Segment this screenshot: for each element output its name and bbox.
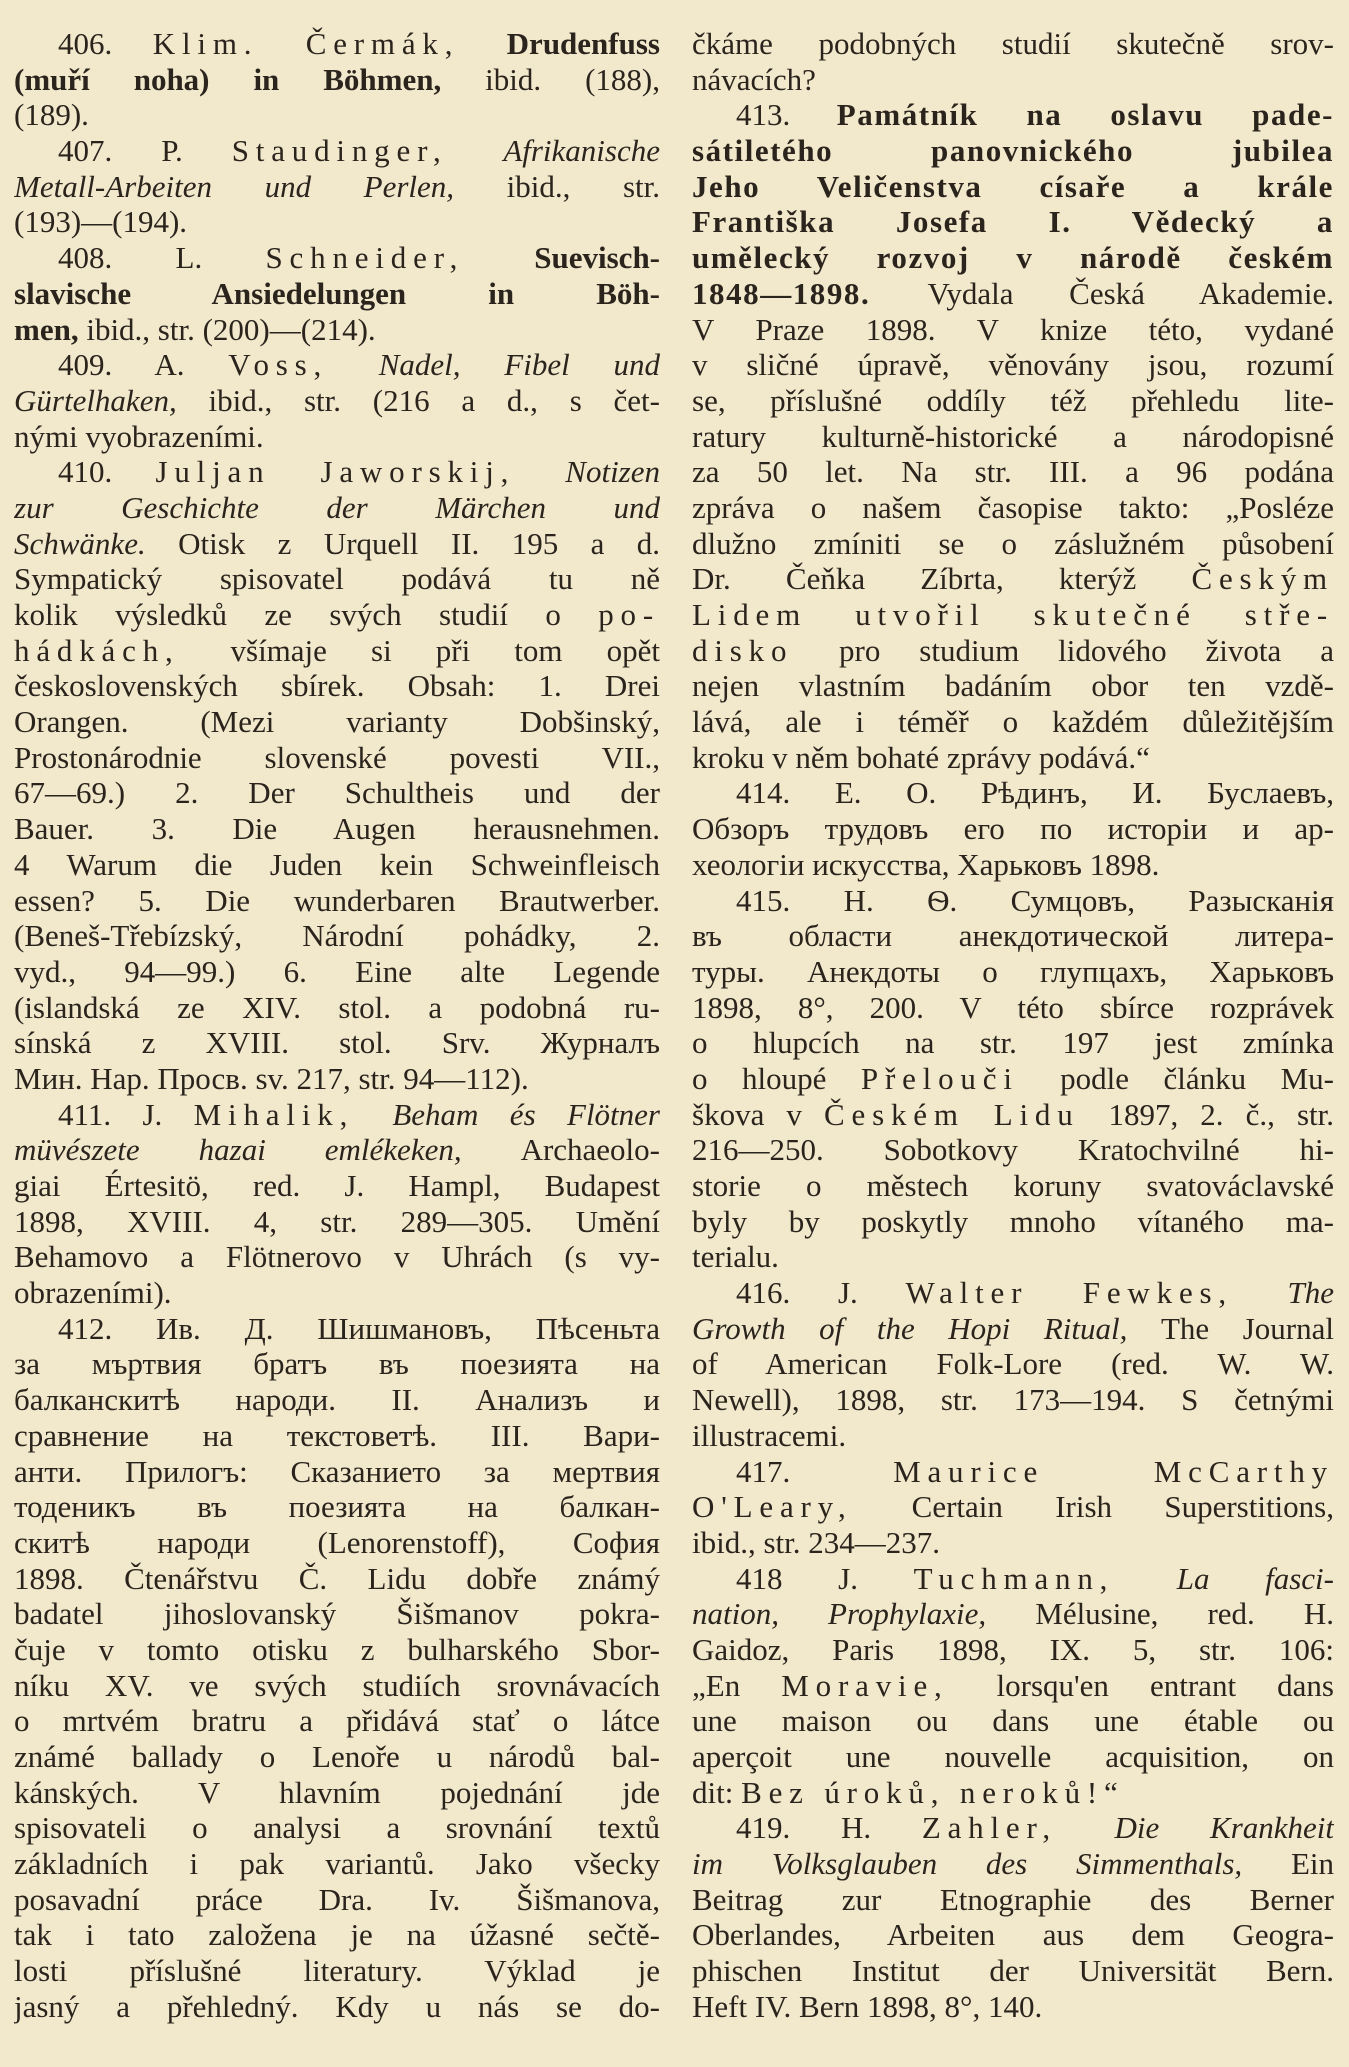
text-segment: Die Krankheit [1114,1810,1334,1846]
text-segment: (Beneš-Třebízský, Národní pohádky, 2. [14,918,660,954]
text-line [692,1668,1334,1704]
text-line [692,347,1334,383]
text-segment: kolik výsledků ze svých studií o [14,597,599,632]
text-line [692,1989,1334,2025]
text-segment: spisovateli o analysi a srovnání textů [14,1810,660,1846]
text-line [692,240,1334,276]
text-line [14,1025,660,1061]
text-line [692,169,1334,205]
text-segment: хеологiи искусства, Харьковъ 1898. [692,846,1160,882]
text-line [14,1810,660,1846]
text-line [692,1525,1334,1561]
text-line [692,1489,1334,1525]
text-segment: dit: [692,1774,742,1810]
text-line [692,1596,1334,1632]
text-segment: 419. H. [736,1810,922,1846]
text-segment: (islandská ze XIV. stol. a podobná ru- [14,989,660,1025]
text-line [692,1097,1334,1133]
text-segment: storie o městech koruny svatováclavské [692,1168,1334,1203]
text-segment: ibid., str. [506,168,660,204]
text-segment: Otisk z Urquell II. 195 a d. [178,525,660,561]
text-segment: v sličné úpravě, věnovány jsou, rozumí [692,347,1334,383]
text-segment: Zahler, [921,1810,1115,1846]
text-segment: kánských. V hlavním pojednání jde [14,1774,660,1810]
text-segment: ibid. (188), [485,61,660,97]
text-segment: Beitrag zur Etnographie des Berner [692,1881,1334,1917]
text-segment: Klim. Čermák, [152,26,507,61]
text-line [692,1275,1334,1311]
text-line [14,383,660,419]
text-segment: Metall-Arbeiten und Perlen, [14,168,507,204]
text-segment: Staudinger, [231,133,504,169]
text-segment: Notizen [565,454,660,490]
text-segment: 67—69.) 2. Der Schultheis und der [14,775,660,811]
text-line [692,990,1334,1026]
text-segment: Afrikanische [503,133,660,169]
text-segment: Přelouči [860,1060,1061,1096]
text-segment: туры. Анекдоты о глупцахъ, Харьковъ [692,953,1334,989]
text-line [14,633,660,669]
text-segment: 1897, 2. č., str. [1108,1096,1334,1132]
text-segment: dlužno zmíniti se o záslužném působení [692,525,1334,561]
text-segment: (193)—(194). [14,204,188,240]
text-segment: škova v [692,1096,824,1132]
text-line [14,740,660,776]
text-line [14,1703,660,1739]
text-line [14,668,660,704]
text-line [14,1418,660,1454]
text-line [692,276,1334,312]
text-segment: essen? 5. Die wunderbaren Brautwerber. [14,882,660,918]
text-line [692,1882,1334,1918]
text-segment: po- [598,597,660,632]
text-line [14,1739,660,1775]
text-line [14,1239,660,1275]
text-line [692,775,1334,811]
text-segment: 418 J. [736,1560,914,1596]
text-segment: V Praze 1898. V knize této, vydané [692,311,1334,347]
text-segment: Maurice McCarthy [893,1453,1334,1489]
text-segment: 4 Warum die Juden kein Schweinfleisch [14,846,660,882]
text-segment: Certain Irish Superstitions, [911,1489,1334,1525]
text-segment: (muří noha) in Böhmen, [14,61,486,97]
text-segment: Schwänke. [14,525,179,561]
text-line [692,1168,1334,1204]
text-segment: losti příslušné literatury. Výklad je [14,1953,660,1989]
text-segment: 408. L. [58,240,266,276]
text-line [14,454,660,490]
text-segment: nejen vlastním badáním obor ten vzdě- [692,668,1334,704]
text-line [692,204,1334,240]
text-segment: 406. [58,26,153,61]
text-line [692,62,1334,98]
text-line [692,97,1334,133]
text-segment: The [1287,1275,1334,1311]
text-segment: Lidem utvořil skutečné stře- [692,597,1334,632]
text-segment: tak i tato založena je na úžasné sečtě- [14,1917,660,1953]
text-line [14,1846,660,1882]
text-line [14,1275,660,1311]
text-segment: „En [692,1667,782,1703]
text-line [692,1204,1334,1240]
text-line [692,1418,1334,1454]
text-line [692,847,1334,883]
text-line [14,97,660,133]
text-segment: Walter Fewkes, [905,1275,1288,1311]
text-segment: o mrtvém bratru a přidává stať o látce [14,1703,660,1739]
text-segment: kroku v něm bohaté zprávy podává.“ [692,739,1150,775]
text-segment: анти. Прилогъ: Сказанието за мертвия [14,1453,660,1489]
text-segment: ratury kulturně-historické a národopisné [692,418,1334,454]
text-segment: Bez úroků, neroků!“ [741,1774,1125,1810]
text-line [692,704,1334,740]
text-segment: hádkách, [14,632,231,668]
text-segment: badatel jihoslovanský Šišmanov pokra- [14,1596,660,1632]
text-line [14,312,660,348]
text-line [692,1561,1334,1597]
text-segment: za 50 let. Na str. III. a 96 podána [692,454,1334,490]
text-segment: 413. [736,97,837,133]
text-segment: o hloupé [692,1060,861,1096]
text-segment: Českým [1191,561,1334,597]
text-line [692,1454,1334,1490]
text-segment: The Journal [1160,1310,1334,1346]
text-line [14,1989,660,2025]
text-line [692,490,1334,526]
text-line [692,1703,1334,1739]
text-segment: 1898. Čtenářstvu Č. Lidu dobře známý [14,1560,660,1596]
text-line [14,883,660,919]
text-segment: jasný a přehledný. Kdy u nás se do- [14,1988,660,2024]
text-segment: níku XV. ve svých studiích srovnávacích [14,1667,660,1703]
text-segment: pro studium lidového života a [839,632,1334,668]
text-line [692,1953,1334,1989]
text-segment: Обзоръ трудовъ его по исторiи и ар- [692,811,1334,847]
text-segment: všímaje si při tom opět [230,632,660,668]
text-segment: Nadel, Fibel und [378,347,660,383]
text-segment: Vydala Česká Akademie. [927,275,1334,311]
text-segment: zpráva o našem časopise takto: „Posléze [692,489,1334,525]
text-line [14,1346,660,1382]
text-segment: lorsqu'en entrant dans [996,1667,1334,1703]
text-segment: Dr. Čeňka Zíbrta, kterýž [692,561,1192,597]
text-line [14,204,660,240]
text-segment: Beham és Flötner [392,1096,660,1132]
text-line [14,1454,660,1490]
text-segment: 410. [58,454,156,490]
text-line [14,1132,660,1168]
text-line [692,1239,1334,1275]
text-line [692,419,1334,455]
text-segment: umělecký rozvoj v národě českém [692,240,1334,276]
text-segment: балканскитѣ народи. II. Анализъ и [14,1382,660,1418]
text-line [14,704,660,740]
text-line [14,1097,660,1133]
text-line [692,454,1334,490]
text-line [14,1668,660,1704]
text-segment: lává, ale i téměř o každém důležitějším [692,704,1334,740]
text-line [14,347,660,383]
text-segment: Prostonárodnie slovenské povesti VII., [14,739,660,775]
text-line [14,597,660,633]
text-segment: 1898, 8°, 200. V této sbírce rozprávek [692,989,1334,1025]
text-segment: sínská z XVIII. stol. Srv. Журналъ [14,1025,660,1061]
text-segment: Oberlandes, Arbeiten aus dem Geogra- [692,1917,1334,1953]
text-line [692,133,1334,169]
text-segment: of American Folk-Lore (red. W. W. [692,1346,1334,1382]
text-segment: Drudenfuss [506,26,660,61]
text-line [14,490,660,526]
text-segment: Gürtelhaken, [14,382,209,418]
text-line [14,918,660,954]
text-segment: vyd., 94—99.) 6. Eine alte Legende [14,953,660,989]
text-line [692,740,1334,776]
text-segment: sátiletého panovnického jubilea [692,133,1334,169]
text-segment: Archaeolo- [520,1132,660,1168]
text-line [14,775,660,811]
text-segment: 409. A. [58,347,229,383]
text-segment: Památník na oslavu pade- [836,97,1334,133]
text-segment: Mélusine, red. H. [1035,1596,1334,1632]
text-line [692,633,1334,669]
left-column [14,26,660,2025]
text-segment: 1898, XVIII. 4, str. 289—305. Umění [14,1203,660,1239]
text-segment: illustracemi. [692,1417,847,1453]
text-segment: Sympatický spisovatel podává tu ně [14,561,660,597]
text-line [692,312,1334,348]
text-segment: giai Értesitö, red. J. Hampl, Budapest [14,1168,660,1203]
text-line [14,1775,660,1811]
text-line [692,561,1334,597]
right-column [692,26,1334,2025]
text-segment: La fasci- [1176,1560,1334,1596]
text-segment: (189). [14,97,89,133]
text-line [14,169,660,205]
text-segment: o hlupcích na str. 197 jest zmínka [692,1025,1334,1061]
text-line [692,1061,1334,1097]
text-segment: Jeho Veličenstva císaře a krále [692,168,1334,204]
text-line [14,1882,660,1918]
text-segment: ibid., str. (200)—(214). [86,311,376,347]
text-line [692,1132,1334,1168]
text-line [14,561,660,597]
text-line [14,1382,660,1418]
text-segment: 407. P. [58,133,232,169]
text-segment: за мъртвия братъ въ поезията на [14,1346,660,1382]
text-line [692,1846,1334,1882]
text-segment: byly by poskytly mnoho vítaného ma- [692,1203,1334,1239]
text-segment: men, [14,311,87,347]
text-segment: Moravie, [781,1667,997,1703]
text-segment: ibid., str. (216 a d., s čet- [208,382,660,418]
text-line [692,1346,1334,1382]
text-segment: Orangen. (Mezi varianty Dobšinský, [14,704,660,740]
text-segment: Františka Josefa I. Vědecký a [692,204,1334,240]
text-segment: Voss, [228,347,379,383]
text-line [692,1632,1334,1668]
text-segment: скитѣ народи (Lenorenstoff), София [14,1524,660,1560]
text-segment: im Volksglauben des Simmenthals, [692,1846,1291,1882]
text-segment: Juljan Jaworskij, [155,454,566,490]
text-segment: тоденикъ въ поезията на балкан- [14,1489,660,1525]
text-segment: Ein [1290,1846,1334,1882]
text-line [14,1204,660,1240]
text-line [14,1061,660,1097]
text-line [692,1311,1334,1347]
text-line [692,1025,1334,1061]
text-segment: 414. Е. О. Рѣдинъ, И. Буслаевъ, [736,775,1334,811]
text-line [14,811,660,847]
text-segment: 411. J. [58,1096,194,1132]
text-segment: Českém Lidu [824,1096,1109,1132]
text-segment: disko [692,632,840,668]
text-line [692,883,1334,919]
text-segment: 1848—1898. [692,275,928,311]
text-segment: ibid., str. 234—237. [692,1524,941,1560]
text-segment: posavadní práce Dra. Iv. Šišmanova, [14,1881,660,1917]
text-line [692,954,1334,990]
text-line [692,526,1334,562]
text-segment: zur Geschichte der Märchen und [14,489,660,525]
text-line [14,1489,660,1525]
text-line [14,954,660,990]
text-line [692,26,1334,62]
text-segment: nation, Prophylaxie, [692,1596,1036,1632]
text-line [692,1810,1334,1846]
text-segment: čuje v tomto otisku z bulharského Sbor- [14,1631,660,1667]
text-segment: Schneider, [265,240,535,276]
text-line [14,62,660,98]
text-line [14,26,660,62]
text-segment: phischen Institut der Universität Bern. [692,1953,1334,1989]
text-line [14,990,660,1026]
text-segment: aperçoit une nouvelle acquisition, on [692,1739,1334,1774]
text-segment: 417. [736,1453,894,1489]
text-line [14,1561,660,1597]
text-segment: Мин. Нар. Просв. sv. 217, str. 94—112). [14,1060,529,1096]
text-line [14,1953,660,1989]
text-line [692,668,1334,704]
text-segment: známé ballady o Lenoře u národů bal- [14,1739,660,1774]
text-segment: se, příslušné oddíly též přehledu lite- [692,382,1334,418]
text-segment: Mihalik, [193,1096,393,1132]
text-line [692,1382,1334,1418]
text-line [14,1525,660,1561]
text-line [14,240,660,276]
text-line [692,918,1334,954]
text-segment: čkáme podobných studií skutečně srov- [692,26,1334,61]
text-segment: Tuchmann, [913,1560,1177,1596]
text-line [692,597,1334,633]
text-segment: 216—250. Sobotkovy Kratochvilné hi- [692,1132,1334,1168]
text-line [14,526,660,562]
text-line [692,383,1334,419]
text-segment: Newell), 1898, str. 173—194. S četnými [692,1382,1334,1418]
text-line [692,1917,1334,1953]
text-segment: müvészete hazai emlékeken, [14,1132,521,1168]
text-segment: návacích? [692,61,816,97]
text-segment: 416. J. [736,1275,906,1311]
text-line [14,1168,660,1204]
text-line [692,1739,1334,1775]
text-segment: terialu. [692,1239,779,1275]
text-segment: slavische Ansiedelungen in Böh- [14,275,660,311]
text-line [14,1632,660,1668]
text-line [14,419,660,455]
text-segment: Growth of the Hopi Ritual, [692,1310,1161,1346]
text-segment: une maison ou dans une étable ou [692,1703,1334,1739]
text-line [692,811,1334,847]
text-line [14,1917,660,1953]
text-segment: въ области анекдотической литера- [692,918,1334,954]
text-segment: 412. Ив. Д. Шишмановъ, Пѣсеньта [58,1310,660,1346]
text-line [14,276,660,312]
text-segment: podle článku Mu- [1060,1060,1334,1096]
text-segment: základních i pak variantů. Jako všecky [14,1846,660,1882]
text-segment: O'Leary, [692,1489,912,1525]
text-line [14,847,660,883]
text-segment: Heft IV. Bern 1898, 8°, 140. [692,1988,1043,2024]
text-line [14,1596,660,1632]
text-segment: 415. Н. Ѳ. Сумцовъ, Разысканiя [736,882,1334,918]
text-line [692,1775,1334,1811]
text-segment: Behamovo a Flötnerovo v Uhrách (s vy- [14,1239,660,1275]
text-segment: československých sbírek. Obsah: 1. Drei [14,668,660,704]
text-line [14,1311,660,1347]
text-line [14,133,660,169]
text-segment: Suevisch- [534,240,660,276]
text-segment: Gaidoz, Paris 1898, IX. 5, str. 106: [692,1631,1334,1667]
text-segment: Bauer. 3. Die Augen herausnehmen. [14,811,660,847]
text-segment: obrazeními). [14,1275,172,1311]
text-segment: сравнение на текстоветѣ. III. Вари- [14,1417,660,1453]
text-segment: nými vyobrazeními. [14,418,264,454]
